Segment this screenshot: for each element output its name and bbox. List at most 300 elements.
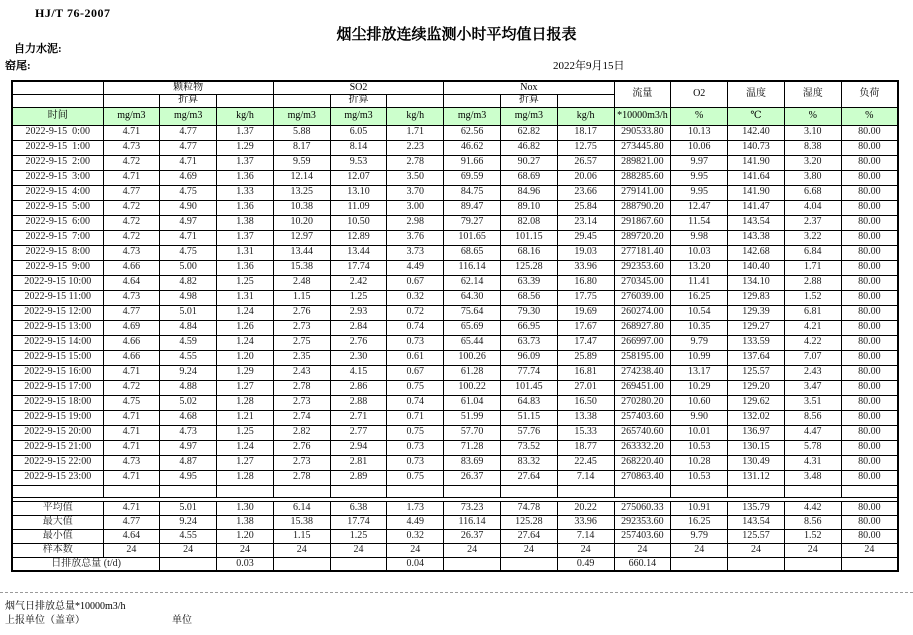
value-cell: 2.75 <box>273 335 330 350</box>
value-cell: 1.20 <box>217 350 274 365</box>
value-cell: 3.50 <box>387 170 444 185</box>
value-cell: 23.14 <box>557 215 614 230</box>
value-cell: 1.25 <box>330 290 387 305</box>
summary-value-cell: 4.77 <box>103 515 160 529</box>
value-cell: 279141.00 <box>614 185 671 200</box>
value-cell: 4.97 <box>160 440 217 455</box>
summary-value-cell: 125.57 <box>728 529 785 543</box>
value-cell: 1.27 <box>217 455 274 470</box>
summary-value-cell: 26.37 <box>444 529 501 543</box>
value-cell: 4.59 <box>160 335 217 350</box>
value-cell: 125.57 <box>728 365 785 380</box>
value-cell: 3.22 <box>784 230 841 245</box>
value-cell: 137.64 <box>728 350 785 365</box>
value-cell: 2.73 <box>273 320 330 335</box>
value-cell: 2.98 <box>387 215 444 230</box>
unit-cell: mg/m3 <box>500 107 557 125</box>
time-cell: 2022-9-15 20:00 <box>12 425 103 440</box>
unit-cell: ℃ <box>728 107 785 125</box>
value-cell: 289720.20 <box>614 230 671 245</box>
value-cell: 4.71 <box>160 230 217 245</box>
value-cell: 1.24 <box>217 335 274 350</box>
value-cell: 8.38 <box>784 140 841 155</box>
value-cell: 0.75 <box>387 470 444 485</box>
value-cell: 0.74 <box>387 395 444 410</box>
value-cell: 80.00 <box>841 200 898 215</box>
header-time-blank <box>12 81 103 94</box>
value-cell: 2.81 <box>330 455 387 470</box>
value-cell: 80.00 <box>841 440 898 455</box>
time-cell: 2022-9-15 8:00 <box>12 245 103 260</box>
value-cell: 33.96 <box>557 260 614 275</box>
value-cell: 5.78 <box>784 440 841 455</box>
value-cell: 3.70 <box>387 185 444 200</box>
col-group-nox: Nox <box>444 81 614 94</box>
unit-cell: mg/m3 <box>103 107 160 125</box>
value-cell: 4.72 <box>103 200 160 215</box>
value-cell: 83.32 <box>500 455 557 470</box>
col-header-o2: O2 <box>671 81 728 107</box>
unit-cell: kg/h <box>387 107 444 125</box>
value-cell: 4.77 <box>103 185 160 200</box>
summary-value-cell: 1.30 <box>217 501 274 515</box>
value-cell: 4.66 <box>103 350 160 365</box>
value-cell: 5.02 <box>160 395 217 410</box>
value-cell: 68.69 <box>500 170 557 185</box>
value-cell: 12.47 <box>671 200 728 215</box>
value-cell: 80.00 <box>841 290 898 305</box>
value-cell: 1.15 <box>273 290 330 305</box>
value-cell: 80.00 <box>841 215 898 230</box>
value-cell: 2.88 <box>784 275 841 290</box>
value-cell: 19.69 <box>557 305 614 320</box>
daily-total-row <box>12 557 898 571</box>
subheader-blank <box>387 94 444 107</box>
table-row <box>12 305 898 320</box>
summary-row <box>12 529 898 543</box>
value-cell: 4.72 <box>103 230 160 245</box>
value-cell: 260274.00 <box>614 305 671 320</box>
value-cell: 80.00 <box>841 305 898 320</box>
value-cell: 266997.00 <box>614 335 671 350</box>
daily-total-value-cell: 0.49 <box>557 557 614 571</box>
value-cell: 100.22 <box>444 380 501 395</box>
value-cell: 4.77 <box>160 140 217 155</box>
table-row <box>12 470 898 485</box>
summary-value-cell: 9.24 <box>160 515 217 529</box>
value-cell: 4.72 <box>103 155 160 170</box>
value-cell: 23.66 <box>557 185 614 200</box>
value-cell: 84.75 <box>444 185 501 200</box>
value-cell: 2.93 <box>330 305 387 320</box>
time-cell: 2022-9-15 3:00 <box>12 170 103 185</box>
value-cell: 79.27 <box>444 215 501 230</box>
value-cell: 4.72 <box>103 380 160 395</box>
time-cell: 2022-9-15 15:00 <box>12 350 103 365</box>
summary-value-cell: 1.52 <box>784 529 841 543</box>
summary-value-cell: 24 <box>160 543 217 557</box>
value-cell: 1.28 <box>217 395 274 410</box>
value-cell: 268220.40 <box>614 455 671 470</box>
value-cell: 80.00 <box>841 365 898 380</box>
value-cell: 136.97 <box>728 425 785 440</box>
value-cell: 6.05 <box>330 125 387 140</box>
value-cell: 1.37 <box>217 155 274 170</box>
value-cell: 12.75 <box>557 140 614 155</box>
value-cell: 4.73 <box>103 245 160 260</box>
value-cell: 2.42 <box>330 275 387 290</box>
value-cell: 80.00 <box>841 455 898 470</box>
value-cell: 143.38 <box>728 230 785 245</box>
summary-value-cell: 4.71 <box>103 501 160 515</box>
subheader-converted-so2: 折算 <box>330 94 387 107</box>
summary-value-cell: 10.91 <box>671 501 728 515</box>
summary-value-cell: 15.38 <box>273 515 330 529</box>
value-cell: 22.45 <box>557 455 614 470</box>
table-row <box>12 185 898 200</box>
value-cell: 10.29 <box>671 380 728 395</box>
time-cell: 2022-9-15 22:00 <box>12 455 103 470</box>
value-cell: 9.59 <box>273 155 330 170</box>
value-cell: 4.73 <box>103 140 160 155</box>
value-cell: 1.21 <box>217 410 274 425</box>
value-cell: 2.43 <box>273 365 330 380</box>
table-row <box>12 365 898 380</box>
value-cell: 80.00 <box>841 335 898 350</box>
value-cell: 288790.20 <box>614 200 671 215</box>
value-cell: 1.37 <box>217 230 274 245</box>
flue-gas-total-label: 烟气日排放总量*10000m3/h <box>5 601 126 612</box>
value-cell: 3.00 <box>387 200 444 215</box>
value-cell: 9.98 <box>671 230 728 245</box>
value-cell: 9.95 <box>671 170 728 185</box>
value-cell: 57.70 <box>444 425 501 440</box>
summary-value-cell: 24 <box>784 543 841 557</box>
daily-total-value-cell <box>728 557 785 571</box>
subheader-converted-pm: 折算 <box>160 94 217 107</box>
value-cell: 63.73 <box>500 335 557 350</box>
value-cell: 13.25 <box>273 185 330 200</box>
daily-total-value-cell <box>160 557 217 571</box>
summary-value-cell: 24 <box>217 543 274 557</box>
value-cell: 4.82 <box>160 275 217 290</box>
value-cell: 27.01 <box>557 380 614 395</box>
unit-cell-time: 时间 <box>12 107 103 125</box>
value-cell: 10.60 <box>671 395 728 410</box>
value-cell: 65.44 <box>444 335 501 350</box>
value-cell: 12.14 <box>273 170 330 185</box>
value-cell: 142.40 <box>728 125 785 140</box>
table-row <box>12 335 898 350</box>
empty-cell <box>841 485 898 497</box>
value-cell: 11.41 <box>671 275 728 290</box>
value-cell: 4.77 <box>103 305 160 320</box>
value-cell: 4.15 <box>330 365 387 380</box>
summary-value-cell: 24 <box>671 543 728 557</box>
time-cell: 2022-9-15 18:00 <box>12 395 103 410</box>
data-rows <box>12 125 898 485</box>
value-cell: 46.62 <box>444 140 501 155</box>
time-cell: 2022-9-15 9:00 <box>12 260 103 275</box>
summary-value-cell: 24 <box>330 543 387 557</box>
time-cell: 2022-9-15 23:00 <box>12 470 103 485</box>
empty-cell <box>728 485 785 497</box>
value-cell: 0.72 <box>387 305 444 320</box>
value-cell: 64.83 <box>500 395 557 410</box>
value-cell: 1.31 <box>217 290 274 305</box>
value-cell: 1.71 <box>387 125 444 140</box>
time-cell: 2022-9-15 10:00 <box>12 275 103 290</box>
time-cell: 2022-9-15 14:00 <box>12 335 103 350</box>
value-cell: 96.09 <box>500 350 557 365</box>
value-cell: 4.71 <box>103 470 160 485</box>
value-cell: 1.25 <box>217 425 274 440</box>
standard-code: HJ/T 76-2007 <box>35 6 111 20</box>
table-row <box>12 350 898 365</box>
value-cell: 80.00 <box>841 350 898 365</box>
value-cell: 125.28 <box>500 260 557 275</box>
value-cell: 134.10 <box>728 275 785 290</box>
summary-value-cell: 0.32 <box>387 529 444 543</box>
time-cell: 2022-9-15 5:00 <box>12 200 103 215</box>
value-cell: 2.89 <box>330 470 387 485</box>
value-cell: 27.64 <box>500 470 557 485</box>
summary-value-cell: 9.79 <box>671 529 728 543</box>
time-cell: 2022-9-15 7:00 <box>12 230 103 245</box>
value-cell: 4.84 <box>160 320 217 335</box>
value-cell: 63.39 <box>500 275 557 290</box>
value-cell: 10.03 <box>671 245 728 260</box>
value-cell: 26.57 <box>557 155 614 170</box>
value-cell: 3.76 <box>387 230 444 245</box>
value-cell: 140.40 <box>728 260 785 275</box>
value-cell: 26.37 <box>444 470 501 485</box>
summary-value-cell: 6.14 <box>273 501 330 515</box>
value-cell: 10.38 <box>273 200 330 215</box>
value-cell: 1.24 <box>217 440 274 455</box>
col-header-humidity: 湿度 <box>784 81 841 107</box>
time-cell: 2022-9-15 6:00 <box>12 215 103 230</box>
value-cell: 3.51 <box>784 395 841 410</box>
table-row <box>12 455 898 470</box>
value-cell: 4.71 <box>160 155 217 170</box>
value-cell: 2.48 <box>273 275 330 290</box>
value-cell: 2.94 <box>330 440 387 455</box>
value-cell: 7.07 <box>784 350 841 365</box>
value-cell: 5.88 <box>273 125 330 140</box>
unit-cell: % <box>671 107 728 125</box>
daily-total-value-cell: 660.14 <box>614 557 671 571</box>
value-cell: 1.25 <box>217 275 274 290</box>
summary-row <box>12 515 898 529</box>
subheader-blank <box>103 94 160 107</box>
table-row <box>12 410 898 425</box>
table-row <box>12 140 898 155</box>
empty-cell <box>671 485 728 497</box>
time-cell: 2022-9-15 1:00 <box>12 140 103 155</box>
value-cell: 273445.80 <box>614 140 671 155</box>
value-cell: 62.82 <box>500 125 557 140</box>
table-row <box>12 245 898 260</box>
value-cell: 11.54 <box>671 215 728 230</box>
table-row <box>12 275 898 290</box>
value-cell: 288285.60 <box>614 170 671 185</box>
subheader-blank <box>444 94 501 107</box>
value-cell: 4.75 <box>103 395 160 410</box>
value-cell: 4.71 <box>103 170 160 185</box>
value-cell: 9.90 <box>671 410 728 425</box>
value-cell: 0.73 <box>387 440 444 455</box>
location-label: 窑尾: <box>5 60 31 72</box>
header-unit-row <box>12 107 898 125</box>
summary-value-cell: 1.25 <box>330 529 387 543</box>
value-cell: 2.30 <box>330 350 387 365</box>
value-cell: 4.69 <box>103 320 160 335</box>
subheader-blank <box>12 94 103 107</box>
value-cell: 71.28 <box>444 440 501 455</box>
value-cell: 16.81 <box>557 365 614 380</box>
value-cell: 129.83 <box>728 290 785 305</box>
summary-label: 最大值 <box>12 515 103 529</box>
value-cell: 130.49 <box>728 455 785 470</box>
value-cell: 80.00 <box>841 410 898 425</box>
summary-value-cell: 125.28 <box>500 515 557 529</box>
value-cell: 2.76 <box>273 440 330 455</box>
value-cell: 1.36 <box>217 260 274 275</box>
value-cell: 277181.40 <box>614 245 671 260</box>
value-cell: 5.00 <box>160 260 217 275</box>
value-cell: 141.64 <box>728 170 785 185</box>
summary-value-cell: 4.42 <box>784 501 841 515</box>
value-cell: 10.50 <box>330 215 387 230</box>
value-cell: 80.00 <box>841 260 898 275</box>
summary-value-cell: 73.23 <box>444 501 501 515</box>
value-cell: 290533.80 <box>614 125 671 140</box>
time-cell: 2022-9-15 11:00 <box>12 290 103 305</box>
value-cell: 265740.60 <box>614 425 671 440</box>
summary-row <box>12 543 898 557</box>
col-group-pm: 颗粒物 <box>103 81 273 94</box>
value-cell: 79.30 <box>500 305 557 320</box>
summary-value-cell: 80.00 <box>841 515 898 529</box>
value-cell: 84.96 <box>500 185 557 200</box>
value-cell: 10.35 <box>671 320 728 335</box>
unit-cell: % <box>841 107 898 125</box>
subheader-blank <box>273 94 330 107</box>
summary-value-cell: 135.79 <box>728 501 785 515</box>
table-row <box>12 125 898 140</box>
empty-cell <box>103 485 160 497</box>
value-cell: 1.28 <box>217 470 274 485</box>
summary-value-cell: 74.78 <box>500 501 557 515</box>
empty-cell <box>160 485 217 497</box>
value-cell: 129.62 <box>728 395 785 410</box>
value-cell: 8.14 <box>330 140 387 155</box>
value-cell: 80.00 <box>841 470 898 485</box>
unit-label: 单位 <box>172 615 192 626</box>
value-cell: 10.13 <box>671 125 728 140</box>
value-cell: 1.26 <box>217 320 274 335</box>
value-cell: 11.09 <box>330 200 387 215</box>
value-cell: 268927.80 <box>614 320 671 335</box>
value-cell: 12.07 <box>330 170 387 185</box>
time-cell: 2022-9-15 17:00 <box>12 380 103 395</box>
time-cell: 2022-9-15 2:00 <box>12 155 103 170</box>
report-table <box>11 80 899 572</box>
value-cell: 18.17 <box>557 125 614 140</box>
value-cell: 13.10 <box>330 185 387 200</box>
value-cell: 2.73 <box>273 455 330 470</box>
empty-cell <box>444 485 501 497</box>
summary-rows <box>12 485 898 571</box>
value-cell: 1.29 <box>217 365 274 380</box>
value-cell: 4.49 <box>387 260 444 275</box>
value-cell: 0.73 <box>387 335 444 350</box>
value-cell: 129.27 <box>728 320 785 335</box>
value-cell: 9.95 <box>671 185 728 200</box>
value-cell: 0.73 <box>387 455 444 470</box>
summary-value-cell: 143.54 <box>728 515 785 529</box>
value-cell: 13.44 <box>273 245 330 260</box>
value-cell: 91.66 <box>444 155 501 170</box>
summary-value-cell: 292353.60 <box>614 515 671 529</box>
value-cell: 9.79 <box>671 335 728 350</box>
value-cell: 289821.00 <box>614 155 671 170</box>
time-cell: 2022-9-15 19:00 <box>12 410 103 425</box>
value-cell: 269451.00 <box>614 380 671 395</box>
page-title: 烟尘排放连续监测小时平均值日报表 <box>336 27 577 43</box>
value-cell: 8.17 <box>273 140 330 155</box>
value-cell: 116.14 <box>444 260 501 275</box>
value-cell: 10.06 <box>671 140 728 155</box>
unit-cell: mg/m3 <box>273 107 330 125</box>
daily-total-value-cell <box>273 557 330 571</box>
value-cell: 13.20 <box>671 260 728 275</box>
value-cell: 4.66 <box>103 335 160 350</box>
value-cell: 1.37 <box>217 125 274 140</box>
value-cell: 141.90 <box>728 185 785 200</box>
value-cell: 90.27 <box>500 155 557 170</box>
value-cell: 1.31 <box>217 245 274 260</box>
summary-value-cell: 33.96 <box>557 515 614 529</box>
value-cell: 17.75 <box>557 290 614 305</box>
value-cell: 62.14 <box>444 275 501 290</box>
summary-value-cell: 1.15 <box>273 529 330 543</box>
daily-total-value-cell <box>444 557 501 571</box>
time-cell: 2022-9-15 21:00 <box>12 440 103 455</box>
value-cell: 5.01 <box>160 305 217 320</box>
subheader-converted-nox: 折算 <box>500 94 557 107</box>
value-cell: 4.73 <box>160 425 217 440</box>
value-cell: 2.88 <box>330 395 387 410</box>
value-cell: 64.30 <box>444 290 501 305</box>
time-cell: 2022-9-15 13:00 <box>12 320 103 335</box>
value-cell: 2.77 <box>330 425 387 440</box>
value-cell: 4.71 <box>103 440 160 455</box>
value-cell: 80.00 <box>841 230 898 245</box>
value-cell: 15.38 <box>273 260 330 275</box>
value-cell: 263332.20 <box>614 440 671 455</box>
daily-total-label: 日排放总量 (t/d) <box>12 557 160 571</box>
value-cell: 1.38 <box>217 215 274 230</box>
value-cell: 7.14 <box>557 470 614 485</box>
value-cell: 80.00 <box>841 155 898 170</box>
value-cell: 2.78 <box>273 470 330 485</box>
col-header-flow: 流量 <box>614 81 671 107</box>
value-cell: 62.56 <box>444 125 501 140</box>
summary-value-cell: 24 <box>103 543 160 557</box>
value-cell: 10.01 <box>671 425 728 440</box>
